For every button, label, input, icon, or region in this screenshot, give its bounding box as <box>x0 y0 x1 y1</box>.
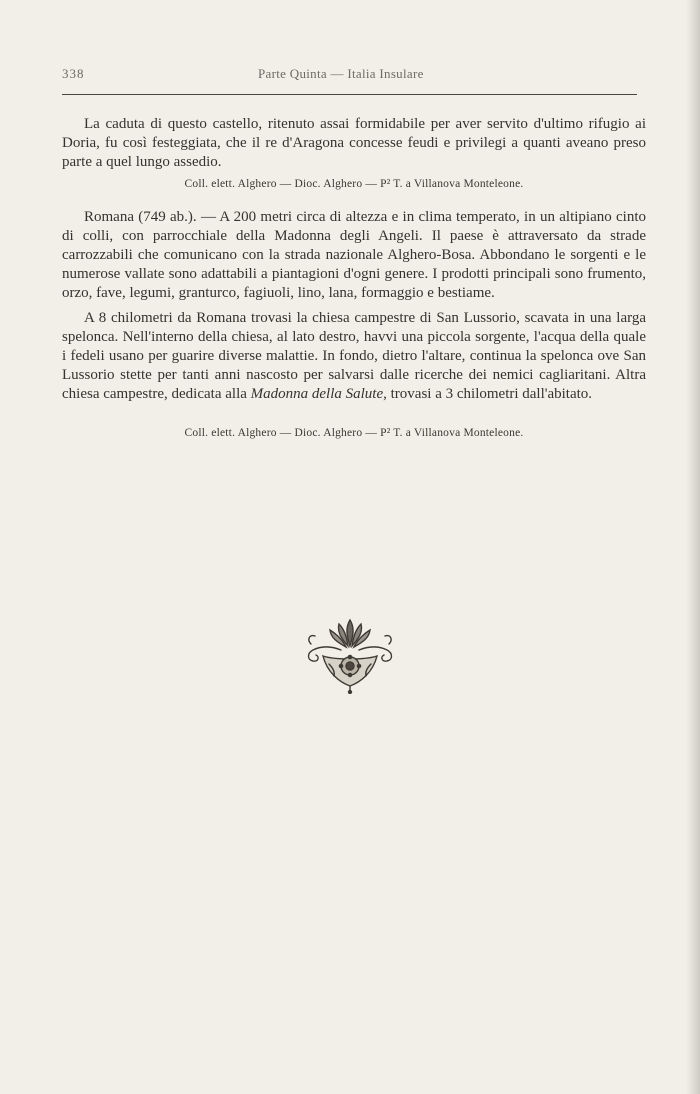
paragraph-text-end: , trovasi a 3 chilometri dall'abitato. <box>383 386 593 402</box>
paragraph-castle: La caduta di questo castello, ritenuto assai formidabile per aver servito d'ultimo rifugio ai Doria, fu così festeggiata, che il re d'Aragona concesse feudi e privilegi a quanti aveano preso parte a quel lungo assedio. <box>62 116 646 170</box>
page-edge-shadow <box>686 0 700 1094</box>
italic-church-name: Madonna della Salute <box>250 386 384 402</box>
citation-1: Coll. elett. Alghero — Dioc. Alghero — P² T. a Villanova Monteleone. <box>184 178 524 190</box>
paragraph-romana: Romana (749 ab.). — A 200 metri circa di altezza e in clima temperato, in un altipiano cinto di colli, con parrocchiale della Madonna degli Angeli. Il paese è attraversato da strade carrozzabili che comunicano con la strada nazionale Alghero-Bosa. Abbondano le sorgenti e le numerose vallate sono adattabili a piantagioni d'ogni genere. I prodotti principali sono frumento, orzo, fave, legumi, granturco, fagiuoli, lino, lana, formaggio e bestiame. <box>62 209 646 301</box>
citation-2: Coll. elett. Alghero — Dioc. Alghero — P² T. a Villanova Monteleone. <box>184 427 524 439</box>
paragraph-text-start: A 8 chilometri da Romana trovasi la chiesa campestre di San Lussorio, scavata in una larga spelonca. Nell'interno della chiesa, al lato destro, havvi una piccola sorgente, l'acqua della quale i fedeli usano per guarire diverse malattie. In fondo, dietro l'altare, continua la spelonca ove San Lussorio stette per tanti anni nascosto per salvarsi dalle ricerche dei nemici cagliaritani. Altra chiesa campestre, dedicata alla <box>62 310 646 402</box>
running-head: Parte Quinta — Italia Insulare <box>258 66 424 81</box>
tailpiece-ornament-icon <box>301 616 399 694</box>
paragraph-san-lussorio <box>62 309 646 404</box>
header-rule <box>62 94 637 95</box>
page-number: 338 <box>62 66 85 81</box>
page-header <box>62 66 637 86</box>
